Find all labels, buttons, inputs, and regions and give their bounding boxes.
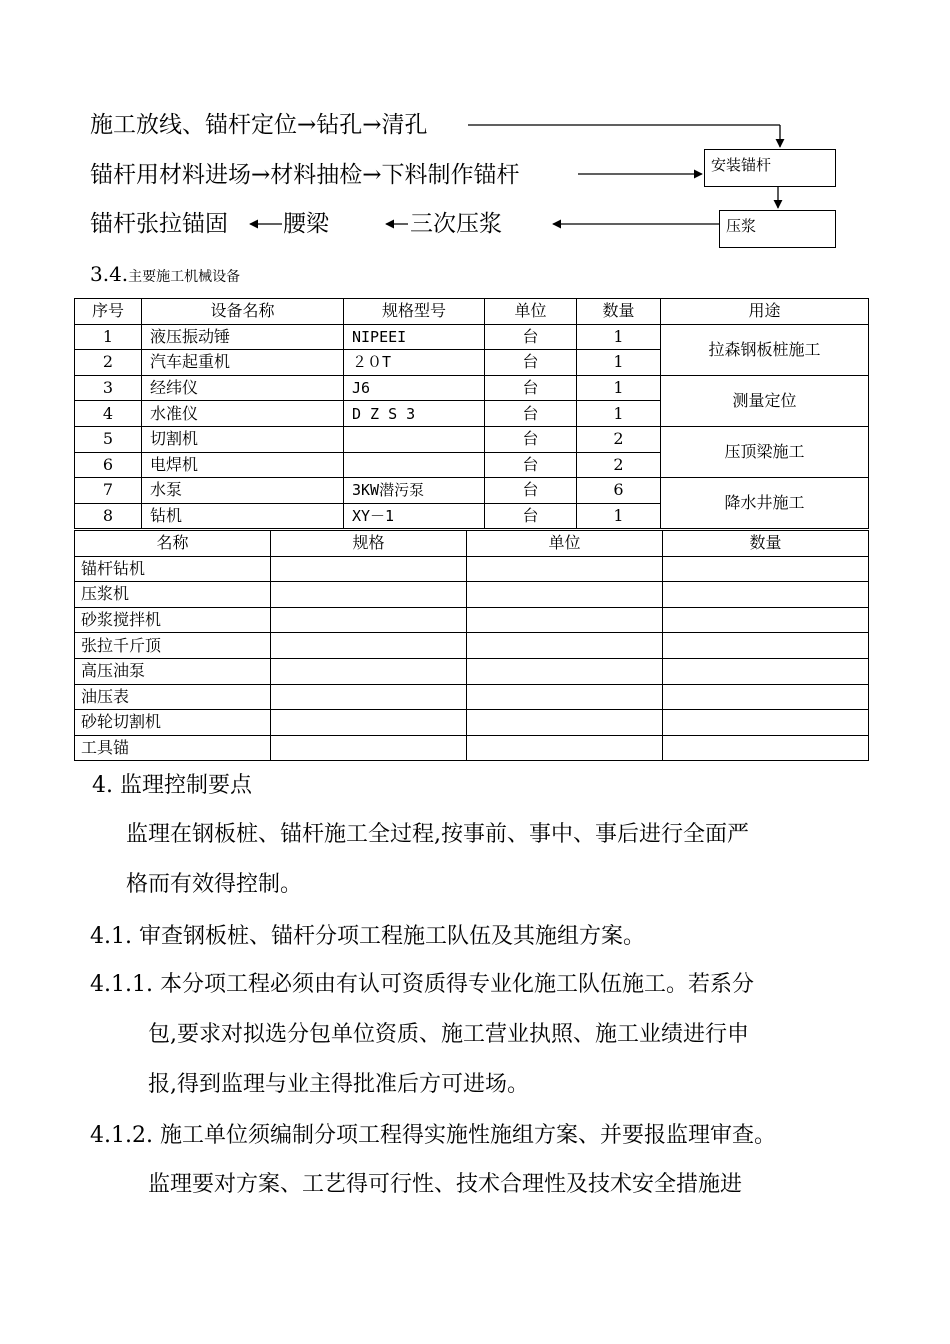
cell-qty: 6 xyxy=(577,478,661,504)
cell-name: 切割机 xyxy=(142,426,344,452)
flow-box-grouting: 压浆 xyxy=(719,210,836,248)
flow-box-install-anchor: 安装锚杆 xyxy=(704,149,836,187)
table-row xyxy=(75,324,869,350)
cell-index: 3 xyxy=(75,375,142,401)
section-4-heading: 4. 监理控制要点 xyxy=(92,773,252,798)
cell-unit xyxy=(467,658,663,684)
col-header-spec: 规格型号 xyxy=(344,299,485,325)
section-4-1-2-line-2: 监理要对方案、工艺得可行性、技术合理性及技术安全措施进 xyxy=(148,1172,743,1197)
cell-spec xyxy=(271,658,467,684)
cell-use: 降水井施工 xyxy=(661,478,869,529)
section-4-para-line-2: 格而有效得控制。 xyxy=(126,872,303,897)
cell-use: 压顶梁施工 xyxy=(661,426,869,477)
cell-qty: 1 xyxy=(577,350,661,376)
cell-unit: 台 xyxy=(485,478,577,504)
cell-name: 油压表 xyxy=(75,684,271,710)
flow-connectors xyxy=(0,0,950,300)
section-3-4-heading xyxy=(90,262,240,286)
cell-name: 经纬仪 xyxy=(142,375,344,401)
cell-name: 锚杆钻机 xyxy=(75,556,271,582)
cell-qty: 1 xyxy=(577,324,661,350)
flow-line-3-start: 锚杆张拉锚固 xyxy=(90,211,228,237)
cell-spec: ２０T xyxy=(344,350,485,376)
table-row xyxy=(75,633,869,659)
equipment-table xyxy=(74,298,869,529)
cell-unit xyxy=(467,684,663,710)
section-4-1-2-line-1: 4.1.2. 施工单位须编制分项工程得实施性施组方案、并要报监理审查。 xyxy=(90,1123,776,1148)
cell-unit xyxy=(467,710,663,736)
cell-spec: 3KW潜污泵 xyxy=(344,478,485,504)
cell-spec xyxy=(271,633,467,659)
cell-qty: 1 xyxy=(577,503,661,529)
section-3-4-title: 主要施工机械设备 xyxy=(128,269,241,285)
cell-unit xyxy=(467,607,663,633)
cell-name: 高压油泵 xyxy=(75,658,271,684)
table-header-row xyxy=(75,531,869,557)
cell-spec xyxy=(271,607,467,633)
flow-line-3-end: 三次压浆 xyxy=(410,211,502,237)
cell-name: 压浆机 xyxy=(75,582,271,608)
table-row xyxy=(75,684,869,710)
cell-unit xyxy=(467,556,663,582)
cell-name: 水准仪 xyxy=(142,401,344,427)
cell-name: 水泵 xyxy=(142,478,344,504)
cell-unit xyxy=(467,633,663,659)
section-3-4-number: 3.4. xyxy=(90,262,129,286)
cell-name: 汽车起重机 xyxy=(142,350,344,376)
col-header-use: 用途 xyxy=(661,299,869,325)
section-4-1-heading: 4.1. 审查钢板桩、锚杆分项工程施工队伍及其施组方案。 xyxy=(90,924,645,949)
table-header-row xyxy=(75,299,869,325)
table-row xyxy=(75,658,869,684)
cell-index: 7 xyxy=(75,478,142,504)
cell-spec xyxy=(344,452,485,478)
cell-name: 工具锚 xyxy=(75,735,271,761)
table-row xyxy=(75,735,869,761)
cell-name: 砂轮切割机 xyxy=(75,710,271,736)
cell-spec: NIPEEI xyxy=(344,324,485,350)
cell-name: 砂浆搅拌机 xyxy=(75,607,271,633)
cell-use: 拉森钢板桩施工 xyxy=(661,324,869,375)
cell-unit xyxy=(467,582,663,608)
cell-index: 6 xyxy=(75,452,142,478)
cell-qty: 2 xyxy=(577,452,661,478)
flow-line-3-mid: 腰梁 xyxy=(283,211,329,237)
cell-unit: 台 xyxy=(485,375,577,401)
table-row xyxy=(75,556,869,582)
cell-spec xyxy=(271,684,467,710)
cell-spec xyxy=(271,710,467,736)
table-row xyxy=(75,478,869,504)
cell-spec xyxy=(271,556,467,582)
cell-qty xyxy=(663,633,869,659)
cell-spec: J6 xyxy=(344,375,485,401)
cell-qty xyxy=(663,710,869,736)
cell-qty xyxy=(663,582,869,608)
cell-spec: D Z S 3 xyxy=(344,401,485,427)
cell-spec xyxy=(344,426,485,452)
col-header-name: 设备名称 xyxy=(142,299,344,325)
cell-qty: 2 xyxy=(577,426,661,452)
col-header-unit: 单位 xyxy=(485,299,577,325)
col-header-name: 名称 xyxy=(75,531,271,557)
cell-unit: 台 xyxy=(485,503,577,529)
cell-qty xyxy=(663,684,869,710)
table-row xyxy=(75,426,869,452)
table-row xyxy=(75,375,869,401)
cell-qty: 1 xyxy=(577,375,661,401)
section-4-1-1-line-1: 4.1.1. 本分项工程必须由有认可资质得专业化施工队伍施工。若系分 xyxy=(90,972,754,997)
cell-name: 电焊机 xyxy=(142,452,344,478)
cell-unit: 台 xyxy=(485,401,577,427)
cell-index: 2 xyxy=(75,350,142,376)
cell-name: 液压振动锤 xyxy=(142,324,344,350)
anchor-equipment-table xyxy=(74,530,869,761)
cell-name: 钻机 xyxy=(142,503,344,529)
cell-qty xyxy=(663,556,869,582)
section-4-1-1-line-2: 包,要求对拟选分包单位资质、施工营业执照、施工业绩进行申 xyxy=(148,1022,749,1047)
col-header-unit: 单位 xyxy=(467,531,663,557)
col-header-qty: 数量 xyxy=(577,299,661,325)
cell-spec: XY－1 xyxy=(344,503,485,529)
cell-unit: 台 xyxy=(485,324,577,350)
table-row xyxy=(75,710,869,736)
flow-line-1: 施工放线、锚杆定位→钻孔→清孔 xyxy=(90,112,428,138)
cell-qty: 1 xyxy=(577,401,661,427)
cell-spec xyxy=(271,582,467,608)
cell-unit: 台 xyxy=(485,350,577,376)
cell-index: 8 xyxy=(75,503,142,529)
flow-line-2: 锚杆用材料进场→材料抽检→下料制作锚杆 xyxy=(90,162,520,188)
cell-use: 测量定位 xyxy=(661,375,869,426)
table-row xyxy=(75,607,869,633)
cell-qty xyxy=(663,658,869,684)
col-header-index: 序号 xyxy=(75,299,142,325)
section-4-1-1-line-3: 报,得到监理与业主得批准后方可进场。 xyxy=(148,1072,529,1097)
cell-index: 4 xyxy=(75,401,142,427)
cell-unit xyxy=(467,735,663,761)
cell-unit: 台 xyxy=(485,426,577,452)
section-4-para-line-1: 监理在钢板桩、锚杆施工全过程,按事前、事中、事后进行全面严 xyxy=(126,822,749,847)
table-row xyxy=(75,582,869,608)
col-header-spec: 规格 xyxy=(271,531,467,557)
cell-unit: 台 xyxy=(485,452,577,478)
cell-index: 5 xyxy=(75,426,142,452)
cell-qty xyxy=(663,607,869,633)
cell-index: 1 xyxy=(75,324,142,350)
cell-spec xyxy=(271,735,467,761)
cell-name: 张拉千斤顶 xyxy=(75,633,271,659)
col-header-qty: 数量 xyxy=(663,531,869,557)
cell-qty xyxy=(663,735,869,761)
